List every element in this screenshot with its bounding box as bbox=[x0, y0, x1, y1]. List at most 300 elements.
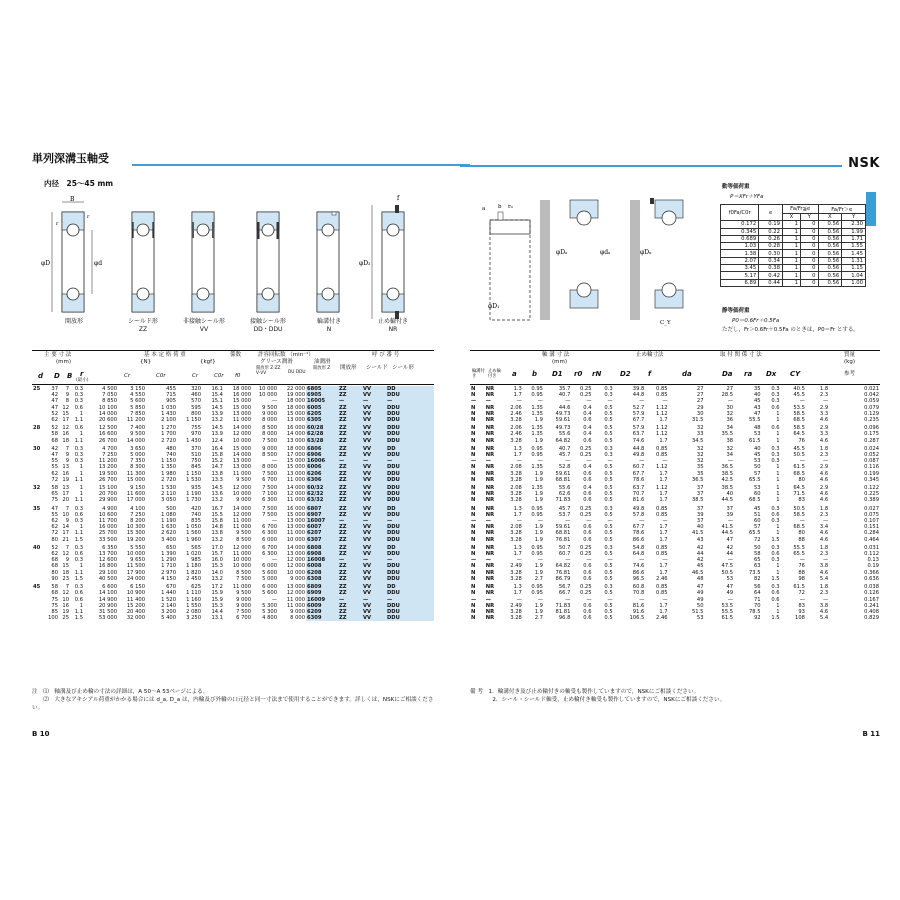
table-cell: VV bbox=[362, 438, 386, 444]
table-cell: 0.3 bbox=[74, 398, 83, 405]
table-cell: 49.73 bbox=[555, 425, 571, 432]
table-cell: N bbox=[471, 464, 476, 471]
table-cell: DDU bbox=[386, 417, 434, 423]
table-cell: 0.235 bbox=[864, 417, 879, 424]
fig-label-text: 止め輪付き bbox=[377, 318, 408, 325]
table-cell: NR bbox=[485, 524, 495, 531]
table-cell: VV bbox=[362, 603, 386, 609]
table-cell: 57 bbox=[753, 470, 761, 477]
table-cell: 81.6 bbox=[632, 602, 645, 609]
table-cell: 68.5 bbox=[793, 417, 805, 424]
table-row bbox=[32, 444, 434, 452]
section-tab bbox=[866, 192, 876, 226]
hdr-ra: ra bbox=[744, 370, 753, 378]
table-cell: — bbox=[271, 518, 277, 525]
table-cell: 1 440 bbox=[161, 590, 176, 597]
table-cell: 65.5 bbox=[748, 530, 761, 537]
table-cell: N bbox=[471, 544, 476, 551]
table-cell: 29 900 bbox=[98, 497, 117, 504]
table-cell: NR bbox=[485, 530, 495, 537]
table-cell: 935 bbox=[191, 485, 201, 492]
table-cell: 1.35 bbox=[531, 431, 543, 438]
table-cell: 67.7 bbox=[632, 417, 645, 424]
table-cell: 13.2 bbox=[211, 536, 223, 543]
table-cell: 0.3 bbox=[771, 452, 780, 459]
table-cell: ZZ bbox=[338, 431, 362, 437]
table-cell: 905 bbox=[166, 398, 176, 405]
table-cell: — bbox=[586, 518, 592, 525]
hdr-ref: 参考 bbox=[844, 371, 856, 377]
table-cell: 60/28 bbox=[306, 423, 338, 431]
table-cell: 13.2 bbox=[211, 417, 223, 424]
table-cell: 2 620 bbox=[161, 530, 176, 537]
table-cell: — bbox=[639, 458, 645, 465]
table-cell: 65.5 bbox=[793, 551, 805, 558]
table-cell: 5 000 bbox=[130, 452, 145, 459]
table-cell: 42.5 bbox=[721, 476, 734, 483]
table-cell: — bbox=[471, 557, 477, 564]
table-cell: 6905 bbox=[306, 392, 338, 398]
table-cell: 20 400 bbox=[126, 608, 145, 615]
table-cell: — bbox=[727, 458, 734, 465]
table-cell: 1 bbox=[776, 470, 780, 477]
hdr-da: da bbox=[682, 370, 692, 378]
table-cell: 0.6 bbox=[583, 491, 592, 498]
table-cell: 740 bbox=[191, 511, 201, 518]
table-cell: 1 270 bbox=[161, 425, 176, 432]
table-cell: NR bbox=[485, 452, 495, 459]
table-cell: NR bbox=[485, 437, 495, 444]
table-cell: 1 bbox=[776, 476, 780, 483]
table-row bbox=[32, 483, 434, 491]
table-cell: 45 bbox=[696, 563, 704, 570]
dyn-cell: 1 bbox=[782, 221, 800, 228]
table-cell: 49 bbox=[696, 590, 704, 597]
table-cell: 41.5 bbox=[721, 524, 734, 531]
table-cell: 3.28 bbox=[510, 437, 522, 444]
dyn-row bbox=[721, 235, 866, 242]
fig-label-code: ZZ bbox=[138, 326, 148, 333]
table-cell: DDU bbox=[386, 438, 434, 444]
table-cell: 21 bbox=[62, 536, 69, 543]
table-cell: 6005 bbox=[306, 405, 338, 411]
table-cell: 0.4 bbox=[583, 485, 592, 492]
table-cell: 65.5 bbox=[748, 476, 761, 483]
table-cell: — bbox=[485, 596, 491, 603]
dyn-subheader-cell: X bbox=[818, 214, 842, 221]
table-cell: 32 bbox=[33, 485, 41, 492]
table-cell: 60 bbox=[753, 491, 761, 498]
table-cell: 45 bbox=[753, 398, 761, 405]
table-cell: 0.199 bbox=[864, 470, 879, 477]
table-cell: 0.5 bbox=[604, 590, 613, 597]
table-cell: 14.5 bbox=[211, 404, 223, 411]
table-cell: VV bbox=[362, 405, 386, 411]
table-cell: 0.3 bbox=[771, 544, 780, 551]
table-cell: 30 bbox=[726, 404, 734, 411]
table-cell: 73.5 bbox=[748, 569, 761, 576]
table-cell: 0.6 bbox=[74, 425, 83, 432]
table-cell: DDU bbox=[386, 570, 434, 576]
table-cell: 59.61 bbox=[555, 417, 571, 424]
svg-text:r₀: r₀ bbox=[508, 204, 513, 210]
table-cell: 2.49 bbox=[510, 602, 522, 609]
table-cell: 53.5 bbox=[721, 602, 734, 609]
table-cell: 31.5 bbox=[691, 417, 704, 424]
table-cell: 1 bbox=[776, 464, 780, 471]
table-cell: 26 700 bbox=[98, 437, 117, 444]
table-cell: ZZ bbox=[338, 524, 362, 530]
table-cell: 0.5 bbox=[604, 497, 613, 504]
table-cell: VV bbox=[362, 570, 386, 576]
table-cell: 9 bbox=[65, 518, 69, 525]
dyn-header-cell: e bbox=[759, 205, 783, 221]
table-cell: ZZ bbox=[338, 411, 362, 417]
table-cell: 2.7 bbox=[534, 615, 543, 622]
table-cell: 64.82 bbox=[555, 437, 571, 444]
dyn-subheader-cell: Y bbox=[842, 214, 866, 221]
table-cell: 0.6 bbox=[583, 575, 592, 582]
right-note-1: 備 考 1．輪溝付き及び止め輪付きの軸受も製作していますので，NSKにご相談ください。 bbox=[470, 689, 700, 695]
table-cell: 3 050 bbox=[161, 497, 176, 504]
table-cell: 0.3 bbox=[771, 458, 780, 465]
table-cell: 8 000 bbox=[262, 417, 277, 424]
table-cell: — bbox=[338, 557, 362, 563]
table-cell: 2 080 bbox=[186, 608, 201, 615]
table-cell: 0.6 bbox=[771, 596, 780, 603]
table-cell: 755 bbox=[191, 425, 201, 432]
table-cell: 1.3 bbox=[513, 386, 522, 392]
table-cell: 1 730 bbox=[186, 497, 201, 504]
table-cell: VV bbox=[362, 530, 386, 536]
table-cell: 1.1 bbox=[74, 569, 83, 576]
table-cell: 1 030 bbox=[161, 404, 176, 411]
table-cell: 80 bbox=[798, 530, 805, 537]
table-cell: 81.6 bbox=[632, 497, 645, 504]
table-cell: 0.3 bbox=[604, 445, 613, 452]
table-cell: 1.5 bbox=[74, 615, 83, 622]
table-cell: 68.81 bbox=[555, 476, 571, 483]
table-cell: 0.6 bbox=[771, 551, 780, 558]
table-cell: 60.7 bbox=[632, 464, 645, 471]
static-load-title: 静等価荷重 bbox=[722, 308, 750, 314]
table-cell: 0.85 bbox=[656, 452, 668, 459]
fig-label-code: N bbox=[326, 326, 332, 333]
table-cell: 12.4 bbox=[211, 437, 223, 444]
dyn-cell: 1.71 bbox=[842, 235, 866, 242]
table-cell: 60 bbox=[753, 518, 761, 525]
table-cell: N bbox=[471, 410, 476, 417]
table-cell: — bbox=[386, 518, 434, 524]
svg-text:φD: φD bbox=[41, 260, 51, 267]
table-cell: 1 020 bbox=[186, 551, 201, 558]
table-cell: NR bbox=[485, 491, 495, 498]
table-cell: N bbox=[471, 386, 476, 392]
table-cell: 37 bbox=[696, 485, 704, 492]
table-cell: NR bbox=[485, 464, 495, 471]
table-cell: 1 bbox=[79, 602, 83, 609]
table-cell: 18 bbox=[62, 569, 69, 576]
hdr-f: f bbox=[648, 370, 652, 378]
table-cell: 1.35 bbox=[531, 425, 543, 432]
table-cell: 0.25 bbox=[579, 505, 592, 512]
table-cell: N bbox=[471, 437, 476, 444]
table-cell: 12 000 bbox=[286, 590, 305, 597]
table-cell: 0.6 bbox=[583, 608, 592, 615]
table-cell: 63 bbox=[753, 563, 761, 570]
table-cell: 61.5 bbox=[748, 437, 761, 444]
table-cell: 36.5 bbox=[721, 464, 734, 471]
table-cell: 106.5 bbox=[629, 615, 645, 622]
hdr-mass: 質量 bbox=[844, 352, 856, 358]
table-cell: 510 bbox=[191, 452, 201, 459]
table-cell: 0.25 bbox=[579, 551, 592, 558]
dyn-cell: 0.345 bbox=[721, 228, 759, 235]
table-cell: 50.5 bbox=[721, 569, 734, 576]
hdr-designation: 呼 び 番 号 bbox=[372, 352, 400, 358]
table-cell: 61.5 bbox=[721, 615, 734, 622]
table-cell: 53 bbox=[726, 575, 734, 582]
table-cell: 0.25 bbox=[579, 590, 592, 597]
dyn-factor-body bbox=[721, 205, 866, 287]
table-cell: 0.5 bbox=[604, 410, 613, 417]
table-cell: 13 000 bbox=[232, 458, 251, 465]
table-cell: 0.5 bbox=[604, 425, 613, 432]
table-cell: — bbox=[639, 596, 645, 603]
table-cell: 16009 bbox=[306, 597, 338, 603]
table-cell: 55 bbox=[51, 464, 58, 471]
table-cell: 0.6 bbox=[771, 425, 780, 432]
table-cell: 24 000 bbox=[126, 575, 145, 582]
table-cell: NR bbox=[485, 563, 495, 570]
table-cell: 34 bbox=[726, 425, 734, 432]
dyn-cell: 0.44 bbox=[759, 279, 783, 286]
table-row bbox=[32, 582, 434, 590]
table-cell: 38.5 bbox=[721, 470, 734, 477]
table-cell: ZZ bbox=[338, 570, 362, 576]
shield-type-drawing bbox=[132, 212, 154, 312]
table-cell: 53.7 bbox=[558, 511, 571, 518]
table-cell: 14 000 bbox=[126, 437, 145, 444]
table-cell: 85 bbox=[51, 608, 58, 615]
table-cell: 0.25 bbox=[579, 452, 592, 459]
table-cell: 16006 bbox=[306, 458, 338, 464]
dyn-cell: 1.45 bbox=[842, 250, 866, 257]
table-cell: 96.8 bbox=[558, 615, 571, 622]
table-cell: 6206 bbox=[306, 471, 338, 477]
table-cell: N bbox=[471, 476, 476, 483]
table-cell: 78.6 bbox=[632, 530, 645, 537]
table-cell: 6 150 bbox=[130, 584, 145, 591]
table-cell: 45.5 bbox=[793, 392, 805, 399]
table-cell: 0.85 bbox=[656, 590, 668, 597]
table-cell: 2.3 bbox=[819, 511, 829, 518]
hdr-mass-unit: (kg) bbox=[844, 359, 855, 365]
table-cell: 62 bbox=[51, 470, 58, 477]
table-cell: 3.28 bbox=[510, 417, 522, 424]
table-cell: 53 bbox=[753, 431, 761, 438]
svg-text:a: a bbox=[482, 206, 486, 212]
table-cell: 1.3 bbox=[513, 505, 522, 512]
table-cell: — bbox=[799, 596, 805, 603]
fig-label-snap-ring bbox=[368, 318, 418, 334]
table-cell: 81.81 bbox=[555, 608, 571, 615]
dyn-cell: 0.28 bbox=[759, 243, 783, 250]
table-cell: 42 bbox=[696, 557, 704, 564]
table-cell: — bbox=[485, 458, 491, 465]
table-cell: 11 600 bbox=[126, 491, 145, 498]
table-cell: — bbox=[537, 458, 543, 465]
hdr-oil-open: 開放形 Z bbox=[313, 366, 331, 371]
table-cell: 1 bbox=[79, 410, 83, 417]
dyn-subheader-cell: Y bbox=[801, 214, 818, 221]
table-cell: 1 290 bbox=[161, 557, 176, 564]
table-cell: 1 150 bbox=[186, 470, 201, 477]
table-cell: 1 bbox=[776, 410, 780, 417]
table-cell: ZZ bbox=[338, 512, 362, 518]
table-cell: 50.5 bbox=[793, 452, 805, 459]
hdr-D: D bbox=[54, 372, 60, 380]
table-cell: — bbox=[485, 557, 491, 564]
fig-label-code: NR bbox=[388, 326, 398, 333]
table-cell: 6 000 bbox=[262, 584, 277, 591]
table-cell: 55.5 bbox=[721, 608, 734, 615]
table-cell: 7 bbox=[65, 386, 69, 392]
table-cell: 1 bbox=[776, 602, 780, 609]
dyn-cell: 1 bbox=[782, 228, 800, 235]
table-cell: 47 bbox=[51, 398, 58, 405]
table-cell: 7 500 bbox=[262, 485, 277, 492]
table-cell: 0.3 bbox=[771, 445, 780, 452]
table-cell: 15.5 bbox=[211, 511, 223, 518]
table-cell: 42 bbox=[51, 445, 58, 452]
dyn-cell: 0 bbox=[801, 257, 818, 264]
table-cell: 4.6 bbox=[819, 497, 829, 504]
table-cell: 0.6 bbox=[583, 417, 592, 424]
table-row bbox=[470, 444, 880, 452]
table-cell: DDU bbox=[386, 423, 434, 431]
table-cell: 15 000 bbox=[232, 404, 251, 411]
table-cell: 0.25 bbox=[579, 445, 592, 452]
dyn-cell: 0.42 bbox=[759, 272, 783, 279]
svg-text:φdₐ: φdₐ bbox=[600, 249, 611, 256]
table-cell: 0.95 bbox=[531, 584, 543, 591]
table-cell: 80 bbox=[51, 536, 58, 543]
table-cell: N bbox=[471, 417, 476, 424]
table-cell: 16 000 bbox=[286, 425, 305, 432]
table-cell: 3 150 bbox=[130, 386, 145, 392]
table-cell: 2.3 bbox=[819, 452, 829, 459]
table-cell: 6007 bbox=[306, 524, 338, 530]
table-cell: 1 110 bbox=[186, 590, 201, 597]
table-cell: 40 500 bbox=[98, 575, 117, 582]
table-cell: N bbox=[471, 551, 476, 558]
table-cell: NR bbox=[485, 431, 495, 438]
table-cell: 0.95 bbox=[531, 386, 543, 392]
table-cell: 670 bbox=[166, 584, 176, 591]
table-cell: 800 bbox=[191, 410, 201, 417]
table-cell: — bbox=[471, 398, 477, 405]
table-cell: 0.85 bbox=[656, 505, 668, 512]
left-notes bbox=[32, 688, 434, 712]
table-cell: 14 000 bbox=[232, 425, 251, 432]
table-cell: 12 bbox=[62, 590, 69, 597]
table-cell: 20 600 bbox=[98, 417, 117, 424]
table-cell: 40 bbox=[726, 491, 734, 498]
table-cell: 32 bbox=[696, 452, 704, 459]
table-cell: VV bbox=[362, 464, 386, 470]
table-cell: — bbox=[485, 518, 491, 525]
table-cell: 10 000 bbox=[232, 557, 251, 564]
dyn-cell: 0.56 bbox=[818, 257, 842, 264]
table-cell: 1 bbox=[776, 437, 780, 444]
table-cell: 64.5 bbox=[793, 485, 805, 492]
table-cell: DDU bbox=[386, 551, 434, 557]
table-cell: 3.28 bbox=[510, 491, 522, 498]
table-cell: NR bbox=[485, 476, 495, 483]
table-cell: 68.5 bbox=[793, 470, 805, 477]
table-cell: 74.6 bbox=[632, 563, 645, 570]
table-cell: 320 bbox=[191, 386, 201, 392]
table-cell: 60.8 bbox=[632, 584, 645, 591]
table-cell: 7 bbox=[65, 505, 69, 512]
table-cell: 9 bbox=[65, 557, 69, 564]
table-cell: 51.5 bbox=[691, 608, 704, 615]
table-cell: ZZ bbox=[338, 576, 362, 582]
table-cell: 2 140 bbox=[161, 602, 176, 609]
table-cell: 0.3 bbox=[74, 445, 83, 452]
svg-text:φDₐ: φDₐ bbox=[556, 249, 568, 256]
table-cell: 13 000 bbox=[286, 584, 305, 591]
table-cell: 7 850 bbox=[130, 410, 145, 417]
table-cell: 60/32 bbox=[306, 483, 338, 491]
table-cell: 0.5 bbox=[604, 437, 613, 444]
table-cell: 13 000 bbox=[286, 518, 305, 525]
fig-label-text: 非接触シール形 bbox=[183, 318, 225, 325]
table-cell: 0.3 bbox=[771, 386, 780, 392]
table-cell: DDU bbox=[386, 497, 434, 503]
table-cell: 17 bbox=[62, 530, 69, 537]
hdr-d: d bbox=[38, 372, 44, 380]
table-cell: 5 400 bbox=[161, 615, 176, 622]
table-cell: — bbox=[822, 557, 829, 564]
table-cell: 5 600 bbox=[262, 590, 277, 597]
table-cell: 98 bbox=[798, 575, 805, 582]
hdr-mount: 取 付 関 係 寸 法 bbox=[720, 352, 762, 358]
table-cell: 3.28 bbox=[510, 476, 522, 483]
hdr-grease-open: 開放形 Z·ZZ V·VV bbox=[256, 366, 281, 376]
table-cell: 0.3 bbox=[74, 505, 83, 512]
table-cell: 90 bbox=[51, 575, 58, 582]
table-cell: ZZ bbox=[338, 530, 362, 536]
fig-label-shield bbox=[118, 318, 168, 334]
table-cell: 0.4 bbox=[583, 425, 592, 432]
dyn-cell: 0.19 bbox=[759, 221, 783, 228]
table-cell: — bbox=[386, 458, 434, 464]
table-cell: — bbox=[607, 557, 613, 564]
hdr-f0: f0 bbox=[235, 373, 241, 379]
table-cell: 0.3 bbox=[604, 505, 613, 512]
fig-label-contact-seal bbox=[238, 318, 298, 334]
table-cell: NR bbox=[485, 386, 495, 392]
table-cell: 0.024 bbox=[864, 445, 879, 452]
table-cell: 0.6 bbox=[583, 437, 592, 444]
table-cell: 1.9 bbox=[534, 491, 543, 498]
table-cell: 2.7 bbox=[534, 575, 543, 582]
table-cell: 7 500 bbox=[236, 608, 251, 615]
table-cell: ZZ bbox=[338, 444, 362, 452]
table-cell: 27 bbox=[696, 386, 704, 392]
